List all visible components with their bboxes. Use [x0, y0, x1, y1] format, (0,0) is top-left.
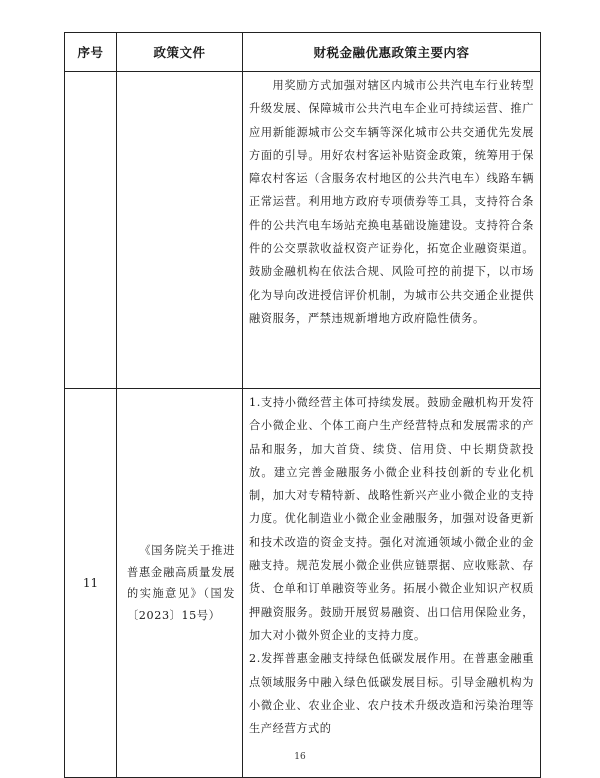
row1-content-paragraph: 用奖励方式加强对辖区内城市公共汽电车行业转型升级发展、保障城市公共汽电车企业可持续运营、推广应用新能源城市公交车辆等深化城市公共交通优先发展方面的引导。用好农村客运补贴资金政策，统筹用于保障农村客运（含服务农村地区的公共汽电车）线路车辆正常运营。利用地方政府专项债券等工具，支持符合条件的公共汽电车场站充换电基础设施建设。支持符合条件的公交票款收益权资产证券化，拓宽企业融资渠道。鼓励金融机构在依法合规、风险可控的前提下，以市场化为导向改进授信评价机制，为城市公共交通企业提供融资服务，严禁违规新增地方政府隐性债务。: [249, 79, 534, 325]
row1-content-cell: [243, 72, 541, 389]
row2-document-title: 《国务院关于推进普惠金融高质量发展的实施意见》（国发〔2023〕15号）: [127, 544, 235, 622]
table-row: [65, 72, 541, 389]
row2-item-1: 1.支持小微经营主体可持续发展。鼓励金融机构开发符合小微企业、个体工商户生产经营特点和发展需求的产品和服务，加大首贷、续贷、信用贷、中长期贷款投放。建立完善金融服务小微企业科技创新的专业化机制，加大对专精特新、战略性新兴产业小微企业的支持力度。优化制造业小微企业金融服务，加强对设备更新和技术改造的资金支持。强化对流通领域小微企业的金融支持。规范发展小微企业供应链票据、应收账款、存货、仓单和订单融资等业务。拓展小微企业知识产权质押融资服务。鼓励开展贸易融资、出口信用保险业务，加大对小微外贸企业的支持力度。: [249, 396, 534, 642]
row2-document-cell: [117, 389, 243, 778]
header-index: 序号: [65, 33, 117, 72]
table-row: [65, 389, 541, 778]
policy-table: [64, 32, 541, 778]
table-header-row: [65, 33, 541, 72]
page-number: 16: [294, 752, 306, 762]
header-document: 政策文件: [117, 33, 243, 72]
row1-document-cell: [117, 72, 243, 389]
row2-content-cell: [243, 389, 541, 778]
row2-item-2: 2.发挥普惠金融支持绿色低碳发展作用。在普惠金融重点领域服务中融入绿色低碳发展目标。引导金融机构为小微企业、农业企业、农户技术升级改造和污染治理等生产经营方式的: [249, 652, 534, 736]
header-content: 财税金融优惠政策主要内容: [243, 33, 541, 72]
row1-index-cell: [65, 72, 117, 389]
row2-index-cell: 11: [65, 389, 117, 778]
